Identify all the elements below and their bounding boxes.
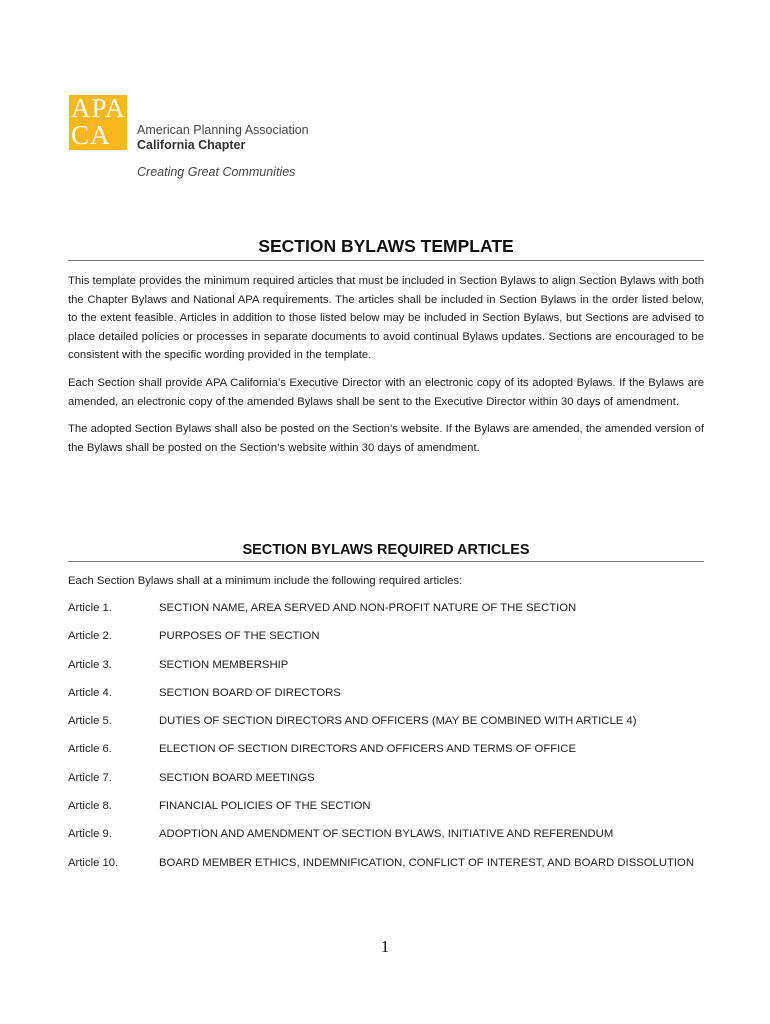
article-item	[68, 602, 708, 630]
article-number: Article 3.	[68, 658, 112, 671]
article-title: SECTION NAME, AREA SERVED AND NON-PROFIT NATURE OF THE SECTION	[159, 602, 577, 614]
article-list	[68, 602, 708, 885]
article-item	[68, 772, 708, 800]
article-item	[68, 828, 708, 856]
article-item	[68, 743, 708, 771]
article-title: FINANCIAL POLICIES OF THE SECTION	[159, 800, 371, 813]
required-articles-heading: SECTION BYLAWS REQUIRED ARTICLES	[68, 542, 704, 562]
article-title: PURPOSES OF THE SECTION	[159, 630, 320, 643]
intro-section	[68, 272, 704, 466]
article-number: Article 4.	[68, 686, 112, 699]
article-title: BOARD MEMBER ETHICS, INDEMNIFICATION, CONFLICT OF INTEREST, AND BOARD DISSOLUTION	[159, 856, 694, 869]
article-title: SECTION BOARD MEETINGS	[159, 771, 315, 784]
document-title: SECTION BYLAWS TEMPLATE	[68, 236, 704, 261]
article-number: Article 8.	[68, 800, 112, 813]
article-item	[68, 715, 708, 743]
article-item	[68, 857, 708, 885]
required-articles-intro: Each Section Bylaws shall at a minimum include the following required articles:	[68, 575, 463, 587]
article-number: Article 7.	[68, 771, 112, 784]
article-title: ELECTION OF SECTION DIRECTORS AND OFFICERS AND TERMS OF OFFICE	[159, 743, 576, 756]
article-title: SECTION MEMBERSHIP	[159, 658, 289, 671]
article-title: SECTION BOARD OF DIRECTORS	[159, 686, 341, 699]
logo-mark-line1: APA	[71, 93, 126, 123]
article-item	[68, 630, 708, 658]
apa-ca-logo-mark	[69, 95, 127, 150]
article-title: DUTIES OF SECTION DIRECTORS AND OFFICERS (MAY BE COMBINED WITH ARTICLE 4)	[159, 715, 637, 728]
apa-california-logo	[69, 95, 314, 185]
article-number: Article 1.	[68, 602, 112, 614]
article-number: Article 2.	[68, 630, 112, 643]
intro-paragraph-1: This template provides the minimum required articles that must be included in Section Bylaws to align Section Bylaws with both the Chapter Bylaws and National APA requirements. The articles shall be included in Section Bylaws in the order listed below, to the extent feasible. Articles in addition to those listed below may be included in Section Bylaws, but Sections are advised to place detailed policies or processes in separate documents to avoid continual Bylaws updates. Sections are encouraged to be consistent with the specific wording provided in the template.	[68, 275, 704, 362]
intro-paragraph-3: The adopted Section Bylaws shall also be posted on the Section’s website. If the Bylaws are amended, the amended version of the Bylaws shall be posted on the Section’s website within 30 days of amendment.	[68, 423, 704, 454]
intro-paragraph-2: Each Section shall provide APA California’s Executive Director with an electronic copy of its adopted Bylaws. If the Bylaws are amended, an electronic copy of the amended Bylaws shall be sent to the Executive Director within 30 days of amendment.	[68, 376, 704, 408]
tagline: Creating Great Communities	[137, 165, 296, 179]
article-item	[68, 800, 708, 828]
logo-mark-line2: CA	[71, 120, 111, 150]
article-number: Article 6.	[68, 743, 112, 756]
article-title: ADOPTION AND AMENDMENT OF SECTION BYLAWS, INITIATIVE AND REFERENDUM	[159, 828, 614, 841]
article-number: Article 10.	[68, 856, 119, 869]
article-item	[68, 687, 708, 715]
article-item	[68, 659, 708, 687]
page-number: 1	[380, 937, 390, 956]
org-name: American Planning Association	[137, 123, 309, 137]
article-number: Article 5.	[68, 715, 112, 728]
chapter-name: California Chapter	[137, 138, 246, 152]
article-number: Article 9.	[68, 828, 112, 841]
